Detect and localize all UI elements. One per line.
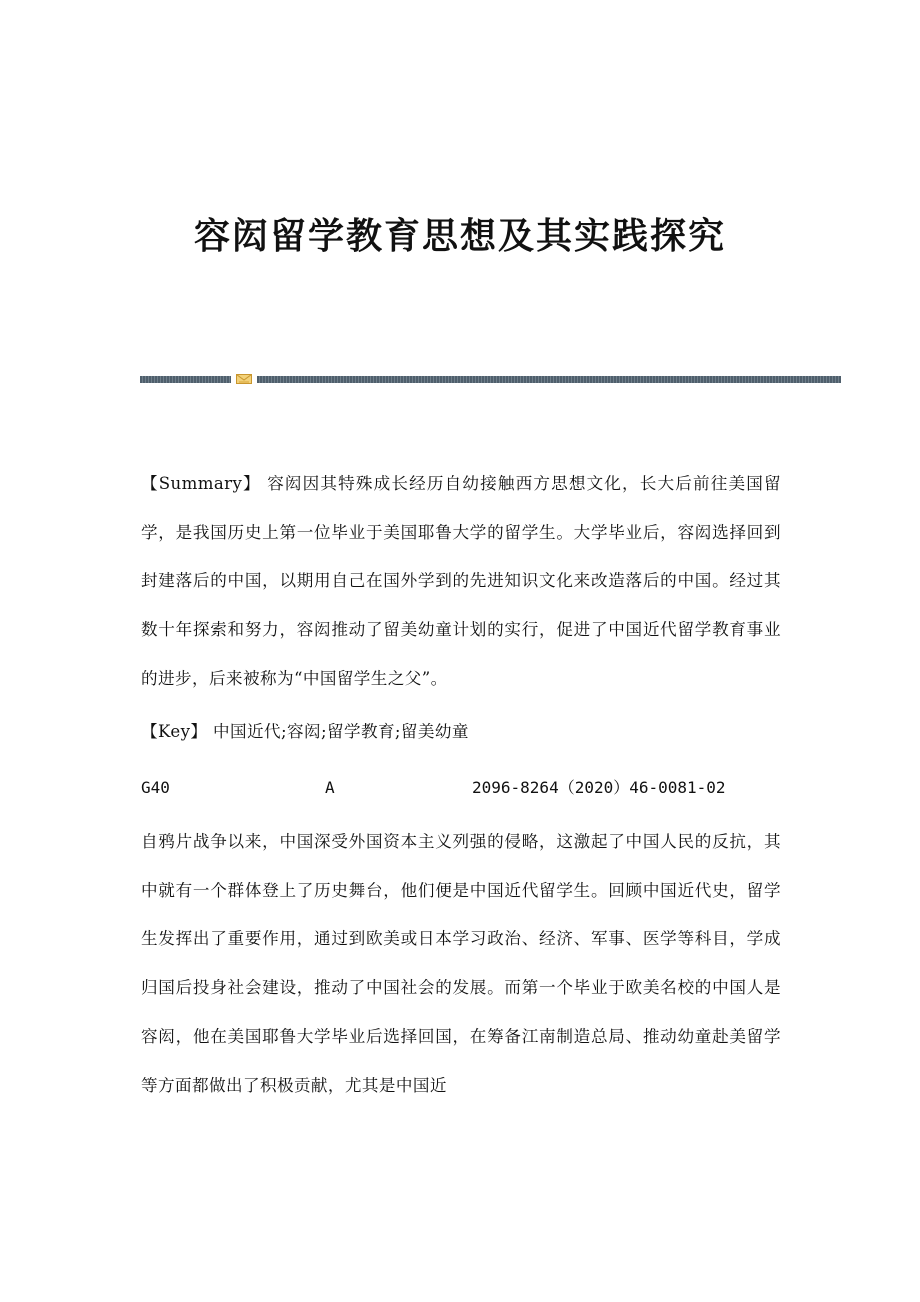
keywords-paragraph — [141, 708, 781, 757]
summary-label: 【Summary】 — [141, 474, 261, 493]
document-title: 容闳留学教育思想及其实践探究 — [193, 215, 726, 257]
body-paragraph: 自鸦片战争以来，中国深受外国资本主义列强的侵略，这激起了中国人民的反抗，其中就有一个群体登上了历史舞台，他们便是中国近代留学生。回顾中国近代史，留学生发挥出了重要作用，通过到欧美或日本学习政治、经济、军事、医学等科目，学成归国后投身社会建设，推动了中国社会的发展。而第一个毕业于欧美名校的中国人是容闳，他在美国耶鲁大学毕业后选择回国，在筹备江南制造总局、推动幼童赴美留学等方面都做出了积极贡献，尤其是中国近 — [141, 832, 781, 1095]
title-divider — [140, 373, 841, 385]
clc-number: G40 — [141, 778, 170, 797]
keywords-text: 中国近代;容闳;留学教育;留美幼童 — [207, 722, 469, 741]
summary-text: 容闳因其特殊成长经历自幼接触西方思想文化，长大后前往美国留学，是我国历史上第一位毕业于美国耶鲁大学的留学生。大学毕业后，容闳选择回到封建落后的中国，以期用自己在国外学到的先进知识文化来改造落后的中国。经过其数十年探索和努力，容闳推动了留美幼童计划的实行，促进了中国近代留学教育事业的进步，后来被称为“中国留学生之父”。 — [141, 474, 781, 688]
divider-bar-left — [140, 376, 231, 383]
classification-row — [141, 764, 781, 812]
article-number: 2096-8264（2020）46-0081-02 — [472, 778, 726, 797]
summary-paragraph — [141, 460, 781, 704]
document-code: A — [325, 778, 335, 797]
divider-bar-right — [257, 376, 841, 383]
keywords-label: 【Key】 — [141, 722, 208, 741]
envelope-ornament-icon — [236, 373, 252, 385]
